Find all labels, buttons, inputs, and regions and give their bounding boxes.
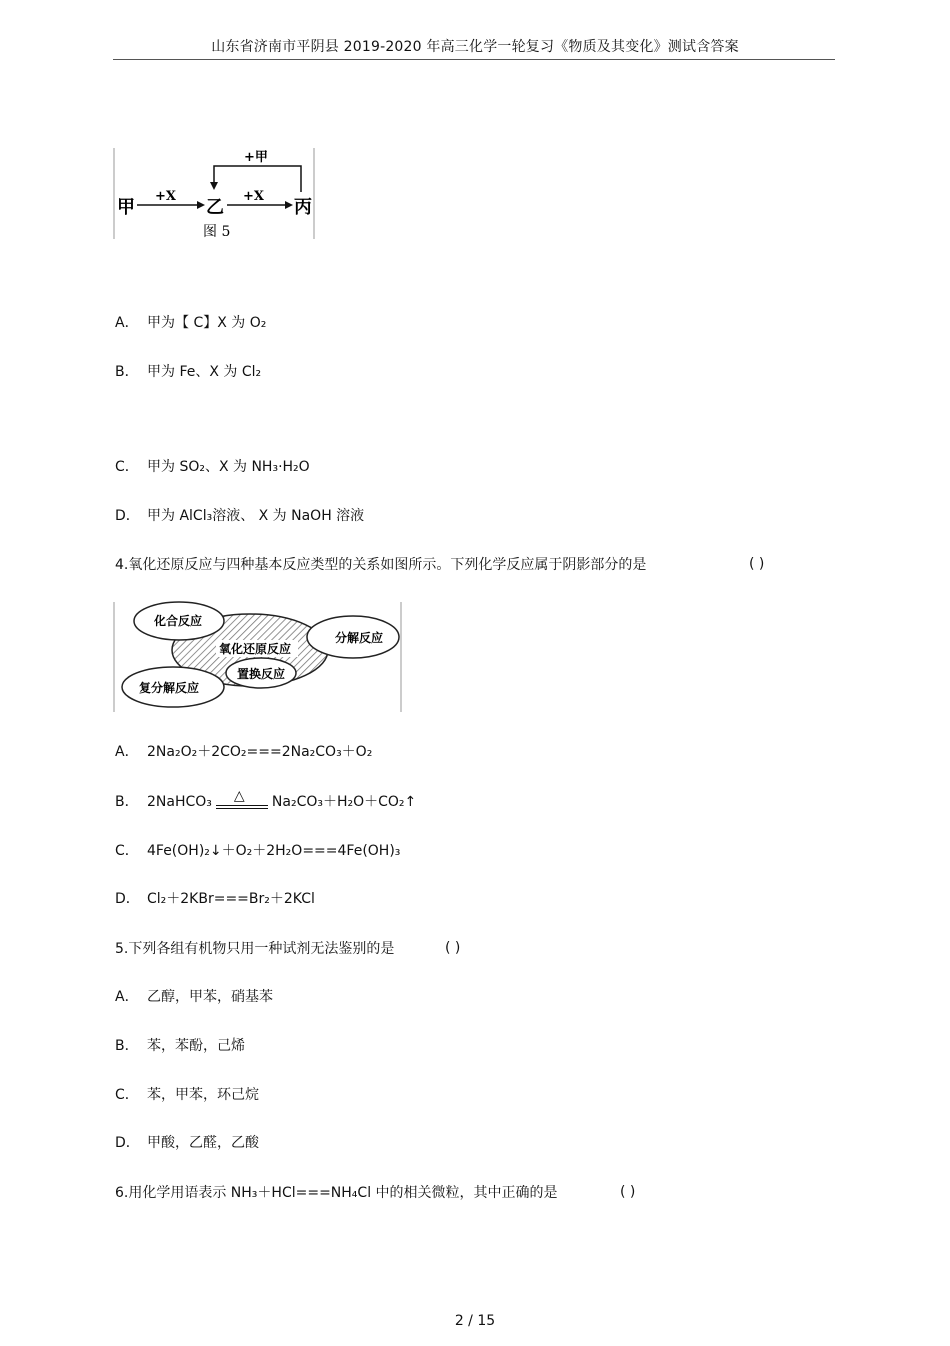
heat-symbol: △	[233, 788, 245, 804]
q4-stem: 4.氧化还原反应与四种基本反应类型的关系如图所示。下列化学反应属于阴影部分的是	[115, 557, 647, 573]
arrow-1-label: +X	[155, 189, 176, 204]
q6-stem: 6.用化学用语表示 NH₃＋HCl===NH₄Cl 中的相关微粒，其中正确的是	[115, 1185, 558, 1201]
q3-option-c: C． 甲为 SO₂、X 为 NH₃·H₂O	[115, 459, 310, 475]
label-double-decomposition: 复分解反应	[139, 681, 200, 695]
q4-option-c: C． 4Fe(OH)₂↓＋O₂＋2H₂O===4Fe(OH)₃	[115, 843, 401, 859]
page-number: 2 / 15	[454, 1313, 496, 1329]
arrow-1-head	[197, 201, 205, 209]
arrow-2-label: +X	[243, 189, 264, 204]
arrow-top-label: +甲	[244, 150, 268, 165]
q5-stem: 5.下列各组有机物只用一种试剂无法鉴别的是	[115, 941, 395, 957]
label-combination: 化合反应	[154, 614, 203, 628]
q3-option-d: D． 甲为 AlCl₃溶液、 X 为 NaOH 溶液	[115, 508, 365, 524]
q5-answer-paren: ( )	[445, 940, 461, 956]
page-header: 山东省济南市平阴县 2019-2020 年高三化学一轮复习《物质及其变化》测试含答案	[211, 39, 739, 55]
q5-option-c: C． 苯，甲苯，环己烷	[115, 1087, 259, 1103]
q4-option-a: A． 2Na₂O₂＋2CO₂===2Na₂CO₃＋O₂	[115, 744, 373, 760]
figure-4-venn-diagram	[113, 600, 402, 714]
label-redox: 氧化还原反应	[219, 642, 292, 656]
header-rule	[113, 59, 835, 60]
arrow-top-head	[210, 182, 218, 190]
q4-answer-paren: ( )	[749, 556, 765, 572]
node-jia: 甲	[117, 197, 135, 218]
q4-option-b: B． 2NaHCO₃ △ Na₂CO₃＋H₂O＋CO₂↑	[115, 788, 417, 810]
q3-option-a: A． 甲为【 C】X 为 O₂	[115, 315, 267, 331]
q3-option-b: B． 甲为 Fe、X 为 Cl₂	[115, 364, 262, 380]
q5-option-a: A． 乙醇，甲苯，硝基苯	[115, 989, 273, 1005]
q6-answer-paren: ( )	[620, 1184, 636, 1200]
label-replacement: 置换反应	[237, 667, 286, 681]
q5-option-d: D． 甲酸，乙醛，乙酸	[115, 1135, 259, 1151]
node-yi: 乙	[206, 197, 224, 218]
node-bing: 丙	[294, 197, 312, 218]
q5-option-b: B． 苯，苯酚，己烯	[115, 1038, 245, 1054]
arrow-2-head	[285, 201, 293, 209]
figure-5-reaction-scheme	[113, 146, 316, 241]
heating-arrow	[212, 788, 272, 810]
figure-5-caption: 图 5	[203, 224, 231, 240]
q4-option-d: D． Cl₂＋2KBr===Br₂＋2KCl	[115, 891, 315, 907]
label-decomposition: 分解反应	[335, 631, 384, 645]
